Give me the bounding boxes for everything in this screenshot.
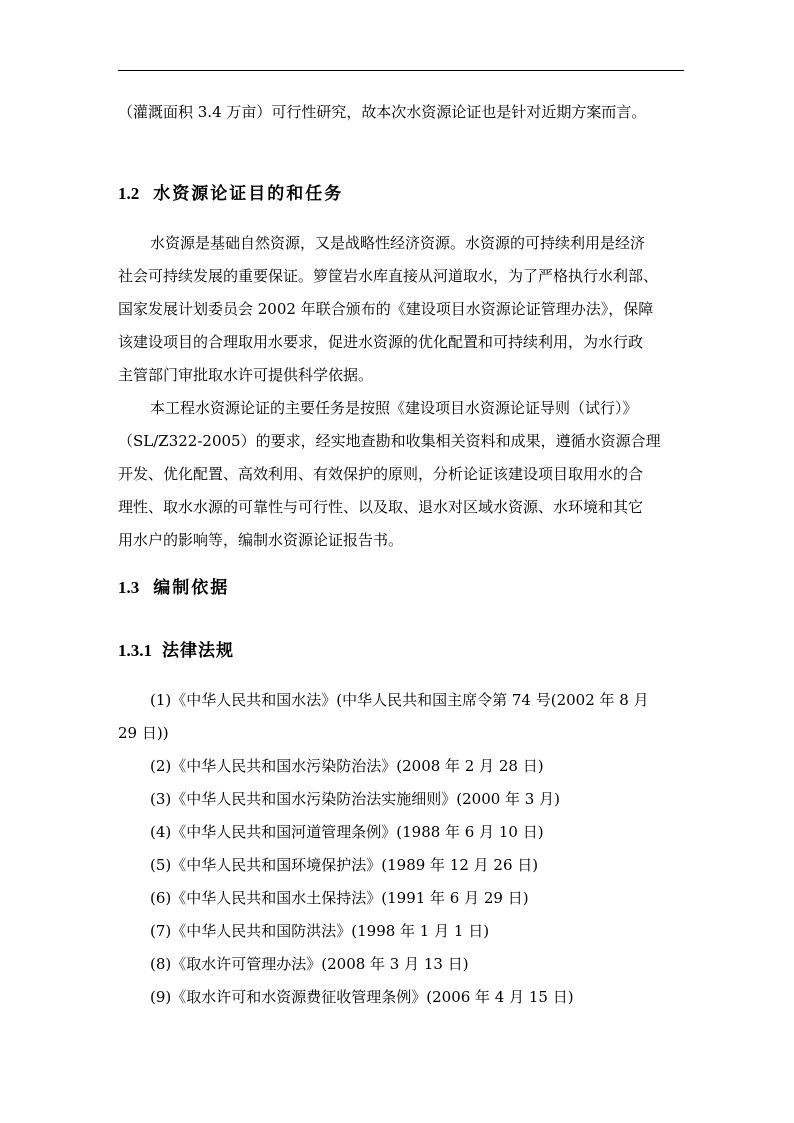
section-number: 1.3.1 — [118, 641, 152, 660]
list-item: (1)《中华人民共和国水法》(中华人民共和国主席令第 74 号(2002 年 8 月 — [150, 691, 649, 709]
section-title: 法律法规 — [162, 641, 234, 661]
paragraph-line: 主管部门审批取水许可提供科学依据。 — [118, 366, 374, 384]
section-1-2-heading — [118, 182, 343, 206]
paragraph-line: 该建设项目的合理取用水要求，促进水资源的优化配置和可持续利用，为水行政 — [118, 333, 644, 351]
section-title: 编制依据 — [153, 578, 230, 598]
list-item: (3)《中华人民共和国水污染防治法实施细则》(2000 年 3 月) — [150, 790, 560, 808]
list-item: (2)《中华人民共和国水污染防治法》(2008 年 2 月 28 日) — [150, 757, 544, 775]
list-item: (7)《中华人民共和国防洪法》(1998 年 1 月 1 日) — [150, 922, 490, 940]
section-number: 1.3 — [118, 578, 140, 597]
header-rule — [118, 70, 684, 71]
list-item: (8)《取水许可管理办法》(2008 年 3 月 13 日) — [150, 955, 469, 973]
paragraph-line: 本工程水资源论证的主要任务是按照《建设项目水资源论证导则（试行）》 — [150, 399, 638, 417]
section-title: 水资源论证目的和任务 — [153, 184, 344, 204]
list-item: (9)《取水许可和水资源费征收管理条例》(2006 年 4 月 15 日) — [150, 988, 574, 1006]
continuation-text: （灌溉面积 3.4 万亩）可行性研究，故本次水资源论证也是针对近期方案而言。 — [118, 103, 647, 121]
paragraph-line: 理性、取水水源的可靠性与可行性、以及取、退水对区域水资源、水环境和其它 — [118, 498, 644, 516]
section-number: 1.2 — [118, 184, 140, 203]
list-item: (4)《中华人民共和国河道管理条例》(1988 年 6 月 10 日) — [150, 823, 544, 841]
paragraph-line: 开发、优化配置、高效利用、有效保护的原则，分析论证该建设项目取用水的合 — [118, 465, 644, 483]
paragraph-line: 水资源是基础自然资源，又是战略性经济资源。水资源的可持续利用是经济 — [150, 234, 646, 252]
paragraph-line: （SL/Z322-2005）的要求，经实地查勘和收集相关资料和成果，遵循水资源合理 — [118, 432, 661, 450]
paragraph-line: 社会可持续发展的重要保证。箩筐岩水库直接从河道取水，为了严格执行水利部、 — [118, 267, 659, 285]
paragraph-line: 国家发展计划委员会 2002 年联合颁布的《建设项目水资源论证管理办法》，保障 — [118, 300, 654, 318]
list-item: (5)《中华人民共和国环境保护法》(1989 年 12 月 26 日) — [150, 856, 539, 874]
section-1-3-1-heading — [118, 639, 234, 663]
paragraph-line: 用水户的影响等，编制水资源论证报告书。 — [118, 531, 404, 549]
list-item: 29 日)) — [118, 724, 169, 742]
section-1-3-heading — [118, 576, 229, 600]
list-item: (6)《中华人民共和国水土保持法》(1991 年 6 月 29 日) — [150, 889, 529, 907]
